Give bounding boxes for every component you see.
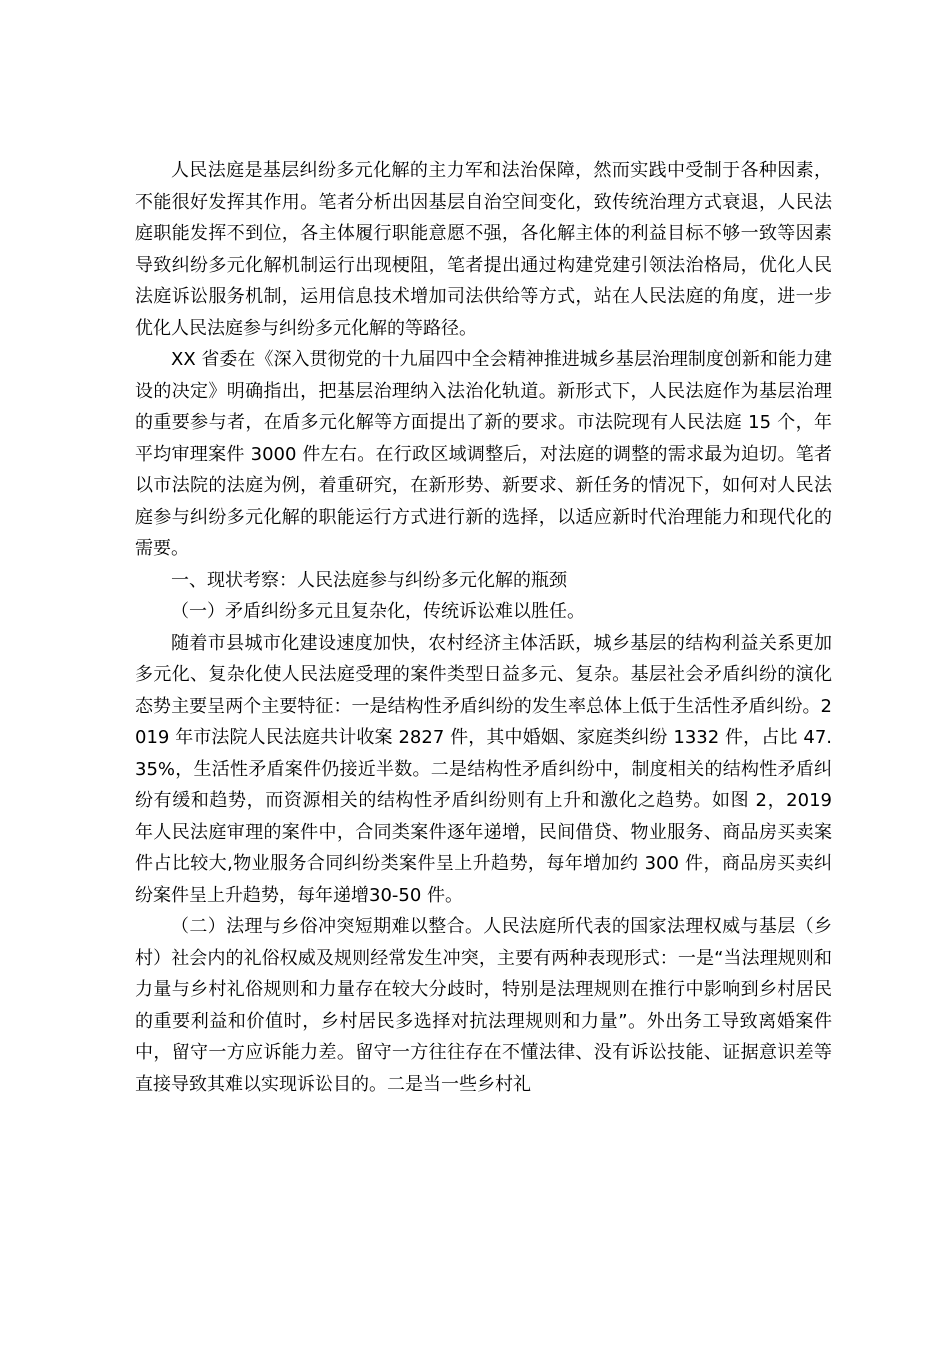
paragraph-law-vs-custom: （二）法理与乡俗冲突短期难以整合。人民法庭所代表的国家法理权威与基层（乡村）社会内的礼俗权威及规则经常发生冲突，主要有两种表现形式：一是“当法理规则和力量与乡村礼俗规则和力量存在较大分歧时，特别是法理规则在推行中影响到乡村居民的重要利益和价值时，乡村居民多选择对抗法理规则和力量”。外出务工导致离婚案件中，留守一方应诉能力差。留守一方往往存在不懂法律、没有诉讼技能、证据意识差等直接导致其难以实现诉讼目的。二是当一些乡村礼 [135, 916, 832, 1095]
subsection-heading-1: （一）矛盾纠纷多元且复杂化，传统诉讼难以胜任。 [171, 601, 585, 622]
paragraph-intro: 人民法庭是基层纠纷多元化解的主力军和法治保障，然而实践中受制于各种因素，不能很好发挥其作用。笔者分析出因基层自治空间变化，致传统治理方式衰退，人民法庭职能发挥不到位，各主体履行职能意愿不强，各化解主体的利益目标不够一致等因素导致纠纷多元化解机制运行出现梗阻，笔者提出通过构建党建引领法治格局，优化人民法庭诉讼服务机制，运用信息技术增加司法供给等方式，站在人民法庭的角度，进一步优化人民法庭参与纠纷多元化解的等路径。 [135, 160, 832, 339]
paragraph-background: XX 省委在《深入贯彻党的十九届四中全会精神推进城乡基层治理制度创新和能力建设的决定》明确指出，把基层治理纳入法治化轨道。新形式下，人民法庭作为基层治理的重要参与者，在盾多元化解等方面提出了新的要求。市法院现有人民法庭 15 个，年平均审理案件 3000 件左右。在行政区域调整后，对法庭的调整的需求最为迫切。笔者以市法院的法庭为例，着重研究，在新形势、新要求、新任务的情况下，如何对人民法庭参与纠纷多元化解的职能运行方式进行新的选择，以适应新时代治理能力和现代化的需要。 [135, 349, 832, 559]
document-body [135, 155, 832, 1100]
paragraph-disputes: 随着市县城市化建设速度加快，农村经济主体活跃，城乡基层的结构利益关系更加多元化、复杂化使人民法庭受理的案件类型日益多元、复杂。基层社会矛盾纠纷的演化态势主要呈两个主要特征：一是结构性矛盾纠纷的发生率总体上低于生活性矛盾纠纷。2019 年市法院人民法庭共计收案 2827 件，其中婚姻、家庭类纠纷 1332 件，占比 47.35%，生活性矛盾案件仍接近半数。二是结构性矛盾纠纷中，制度相关的结构性矛盾纠纷有缓和趋势，而资源相关的结构性矛盾纠纷则有上升和激化之趋势。如图 2，2019 年人民法庭审理的案件中，合同类案件逐年递增，民间借贷、物业服务、商品房买卖案件占比较大,物业服务合同纠纷类案件呈上升趋势，每年增加约 300 件，商品房买卖纠纷案件呈上升趋势，每年递增30-50 件。 [135, 632, 832, 906]
section-heading-1: 一、现状考察：人民法庭参与纠纷多元化解的瓶颈 [171, 569, 567, 591]
